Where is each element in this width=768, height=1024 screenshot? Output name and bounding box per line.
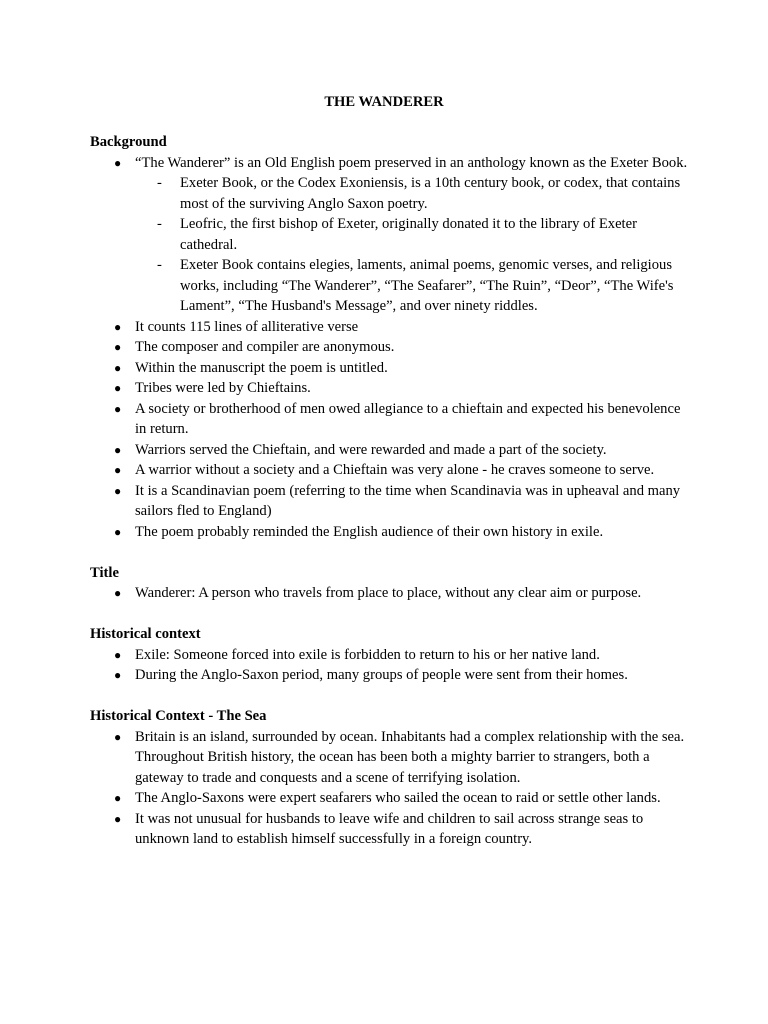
list-item xyxy=(90,440,690,461)
section-historical-context xyxy=(90,624,690,686)
sublist-item-text: Leofric, the first bishop of Exeter, originally donated it to the library of Exeter cathedral. xyxy=(180,216,637,253)
bullet-icon: ● xyxy=(114,586,122,600)
dash-icon: - xyxy=(157,216,162,232)
list-item xyxy=(90,583,690,604)
section-historical-context-sea xyxy=(90,706,690,850)
document-body xyxy=(90,132,690,870)
background-sublist xyxy=(135,173,690,317)
list-item xyxy=(90,317,690,338)
historical-context-list xyxy=(90,645,690,686)
list-item xyxy=(90,378,690,399)
title-list xyxy=(90,583,690,604)
list-item-text: The composer and compiler are anonymous. xyxy=(135,339,395,355)
list-item-text: It counts 115 lines of alliterative verse xyxy=(135,318,359,335)
list-item-text: The poem probably reminded the English audience of their own history in exile. xyxy=(135,523,604,540)
sublist-item xyxy=(135,255,690,317)
list-item-text: During the Anglo-Saxon period, many groups of people were sent from their homes. xyxy=(135,667,628,683)
bullet-icon: ● xyxy=(114,729,122,744)
bullet-icon: ● xyxy=(114,340,122,354)
list-item xyxy=(90,788,690,809)
list-item xyxy=(90,358,690,379)
section-background xyxy=(90,132,690,542)
document-title: THE WANDERER xyxy=(324,94,444,110)
bullet-icon: ● xyxy=(114,381,122,395)
sublist-item-text: Exeter Book contains elegies, laments, animal poems, genomic verses, and religious works, including “The Wanderer”, “The Seafarer”, “The Ruin”, “Deor”, “The Wife's Lament”, “The Husband's Message”, and over ninety riddles. xyxy=(180,257,674,314)
background-list xyxy=(90,153,690,543)
list-item xyxy=(90,337,690,358)
historical-context-sea-list xyxy=(90,727,690,850)
section-title xyxy=(90,563,690,604)
list-item xyxy=(90,809,690,850)
list-item-text: Wanderer: A person who travels from place to place, without any clear aim or purpose. xyxy=(135,585,642,601)
list-item xyxy=(90,399,690,440)
bullet-icon: ● xyxy=(114,647,122,662)
list-item-text: Within the manuscript the poem is untitled. xyxy=(135,359,388,376)
bullet-icon: ● xyxy=(114,360,122,375)
bullet-icon: ● xyxy=(114,442,122,457)
list-item-text: “The Wanderer” is an Old English poem preserved in an anthology known as the Exeter Book. xyxy=(135,154,688,171)
list-item-text: Warriors served the Chieftain, and were rewarded and made a part of the society. xyxy=(135,441,607,458)
list-item xyxy=(90,727,690,789)
bullet-icon: ● xyxy=(114,319,122,334)
list-item xyxy=(90,522,690,543)
list-item-text: The Anglo-Saxons were expert seafarers who sailed the ocean to raid or settle other lands. xyxy=(135,790,661,806)
sublist-item xyxy=(135,173,690,214)
dash-icon: - xyxy=(157,257,162,273)
dash-icon: - xyxy=(157,175,162,191)
list-item-text: It was not unusual for husbands to leave wife and children to sail across strange seas to unknown land to establish himself successfully in a foreign country. xyxy=(135,810,644,847)
list-item-text: Exile: Someone forced into exile is forbidden to return to his or her native land. xyxy=(135,646,600,663)
list-item-text: A warrior without a society and a Chieftain was very alone - he craves someone to serve. xyxy=(135,462,655,478)
sublist-item xyxy=(135,214,690,255)
list-item-text: It is a Scandinavian poem (referring to the time when Scandinavia was in upheaval and many sailors fled to England) xyxy=(135,482,681,519)
section-heading-title: Title xyxy=(90,564,119,581)
bullet-icon: ● xyxy=(114,155,122,170)
bullet-icon: ● xyxy=(114,524,122,539)
section-heading-historical-context: Historical context xyxy=(90,626,201,642)
list-item xyxy=(90,645,690,666)
list-item xyxy=(90,460,690,481)
section-heading-historical-context-sea: Historical Context - The Sea xyxy=(90,708,267,724)
bullet-icon: ● xyxy=(114,483,122,498)
list-item xyxy=(90,481,690,522)
list-item-text: Tribes were led by Chieftains. xyxy=(135,380,311,396)
sublist-item-text: Exeter Book, or the Codex Exoniensis, is a 10th century book, or codex, that contains most of the surviving Anglo Saxon poetry. xyxy=(180,175,681,212)
bullet-icon: ● xyxy=(114,811,122,826)
section-heading-background: Background xyxy=(90,134,167,150)
bullet-icon: ● xyxy=(114,791,122,805)
list-item xyxy=(90,153,690,317)
bullet-icon: ● xyxy=(114,668,122,682)
bullet-icon: ● xyxy=(114,401,122,416)
list-item-text: Britain is an island, surrounded by ocean. Inhabitants had a complex relationship with the sea. Throughout British history, the ocean has been both a mighty barrier to strangers, both a gateway to trade and conquests and a scene of terrifying isolation. xyxy=(135,728,685,786)
bullet-icon: ● xyxy=(114,463,122,477)
list-item-text: A society or brotherhood of men owed allegiance to a chieftain and expected his benevolence in return. xyxy=(135,400,681,437)
list-item xyxy=(90,665,690,686)
